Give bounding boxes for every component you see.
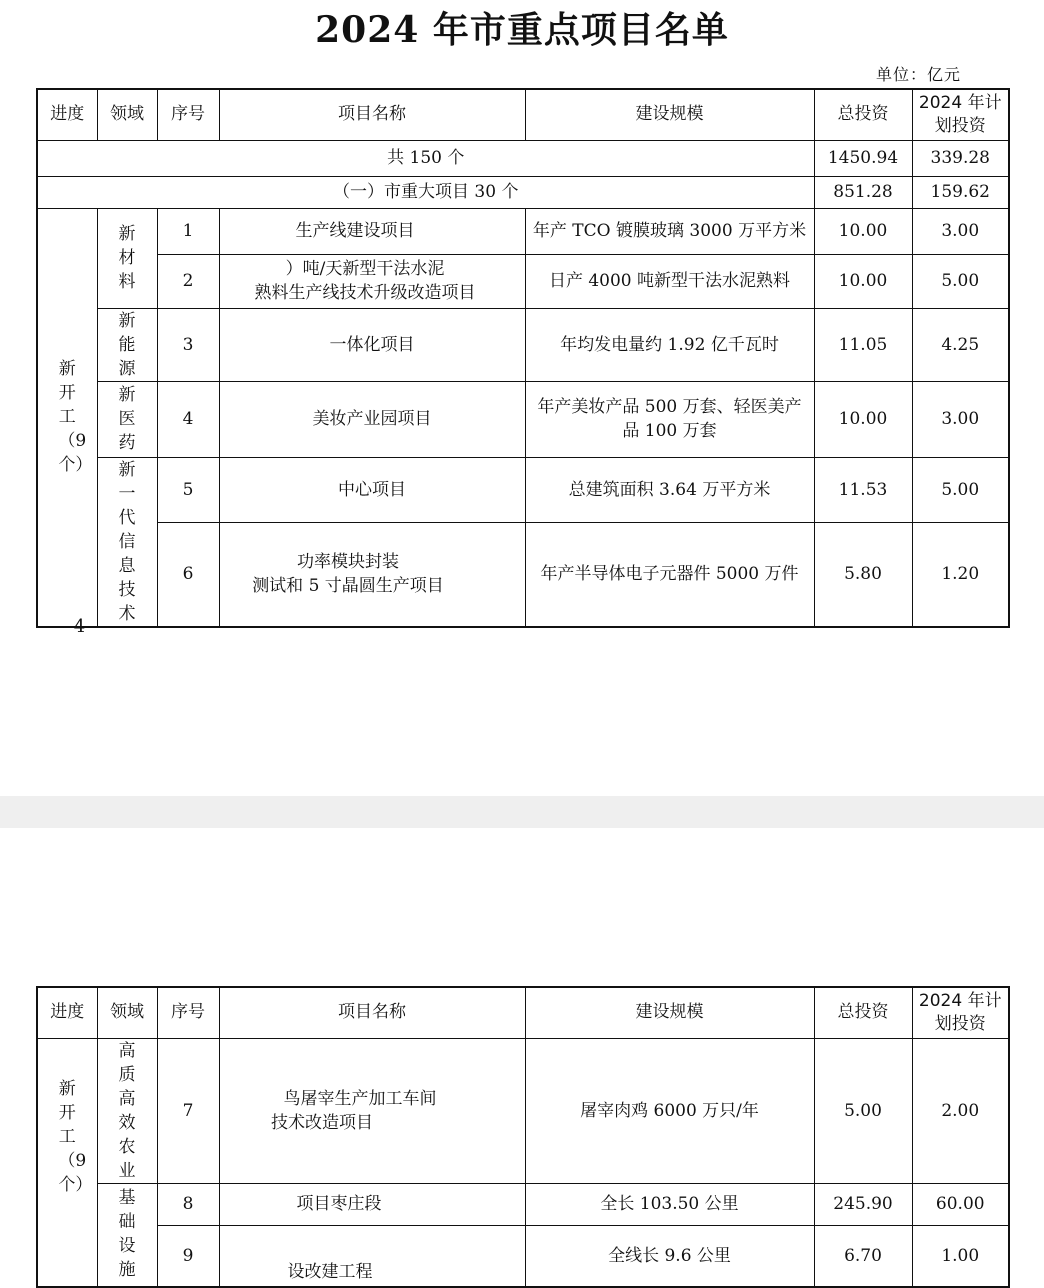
major-invest: 851.28 xyxy=(814,176,912,208)
page-separator xyxy=(0,796,1044,828)
major-row xyxy=(37,176,1009,208)
seq-cell: 6 xyxy=(157,523,219,627)
name-cell: ）吨/天新型干法水泥 熟料生产线技术升级改造项目 xyxy=(219,254,525,308)
header-progress: 进度 xyxy=(37,89,97,140)
total-plan: 339.28 xyxy=(912,140,1009,176)
total-cell: 5.80 xyxy=(814,523,912,627)
table-row xyxy=(37,308,1009,381)
seq-cell: 2 xyxy=(157,254,219,308)
name-cell: 美妆产业园项目 xyxy=(219,381,525,457)
header-field: 领域 xyxy=(97,987,157,1038)
name-cell: 中心项目 xyxy=(219,457,525,523)
table-row xyxy=(37,1038,1009,1183)
name-cell: 鸟屠宰生产加工车间 技术改造项目 xyxy=(219,1038,525,1183)
plan-cell: 5.00 xyxy=(912,457,1009,523)
total-row xyxy=(37,140,1009,176)
progress-cell: 新开工（9个） xyxy=(37,1038,97,1287)
total-cell: 10.00 xyxy=(814,208,912,254)
table-row xyxy=(37,1225,1009,1287)
plan-cell: 2.00 xyxy=(912,1038,1009,1183)
header-name: 项目名称 xyxy=(219,987,525,1038)
header-plan: 2024 年计划投资 xyxy=(912,987,1009,1038)
seq-cell: 1 xyxy=(157,208,219,254)
seq-cell: 9 xyxy=(157,1225,219,1287)
header-total: 总投资 xyxy=(814,89,912,140)
total-cell: 6.70 xyxy=(814,1225,912,1287)
name-cell: 一体化项目 xyxy=(219,308,525,381)
major-label: （一）市重大项目 30 个 xyxy=(37,176,814,208)
total-cell: 11.53 xyxy=(814,457,912,523)
total-cell: 11.05 xyxy=(814,308,912,381)
header-row xyxy=(37,89,1009,140)
project-table-page1 xyxy=(36,88,1010,628)
table-row xyxy=(37,254,1009,308)
field-cell: 新材料 xyxy=(97,208,157,308)
field-cell: 新医药 xyxy=(97,381,157,457)
total-invest: 1450.94 xyxy=(814,140,912,176)
project-table-page2 xyxy=(36,986,1010,1288)
page-title: 2024 年市重点项目名单 xyxy=(315,9,729,51)
name-cell: 设改建工程 xyxy=(219,1225,525,1287)
header-row xyxy=(37,987,1009,1038)
header-scale: 建设规模 xyxy=(525,89,814,140)
scale-cell: 全线长 9.6 公里 xyxy=(525,1225,814,1287)
scale-cell: 年产半导体电子元器件 5000 万件 xyxy=(525,523,814,627)
plan-cell: 3.00 xyxy=(912,381,1009,457)
total-label: 共 150 个 xyxy=(37,140,814,176)
scale-cell: 屠宰肉鸡 6000 万只/年 xyxy=(525,1038,814,1183)
header-scale: 建设规模 xyxy=(525,987,814,1038)
table-row xyxy=(37,208,1009,254)
progress-cell: 新开工（9个） xyxy=(37,208,97,627)
header-plan: 2024 年计划投资 xyxy=(912,89,1009,140)
table-row xyxy=(37,381,1009,457)
header-seq: 序号 xyxy=(157,89,219,140)
seq-cell: 4 xyxy=(157,381,219,457)
name-cell: 功率模块封装 测试和 5 寸晶圆生产项目 xyxy=(219,523,525,627)
unit-label: 单位：亿元 xyxy=(876,65,962,84)
header-name: 项目名称 xyxy=(219,89,525,140)
plan-cell: 3.00 xyxy=(912,208,1009,254)
scale-cell: 总建筑面积 3.64 万平方米 xyxy=(525,457,814,523)
seq-cell: 8 xyxy=(157,1183,219,1225)
total-cell: 10.00 xyxy=(814,254,912,308)
seq-cell: 3 xyxy=(157,308,219,381)
name-cell: 项目枣庄段 xyxy=(219,1183,525,1225)
scale-cell: 年均发电量约 1.92 亿千瓦时 xyxy=(525,308,814,381)
total-cell: 5.00 xyxy=(814,1038,912,1183)
seq-cell: 7 xyxy=(157,1038,219,1183)
plan-cell: 4.25 xyxy=(912,308,1009,381)
header-total: 总投资 xyxy=(814,987,912,1038)
total-cell: 245.90 xyxy=(814,1183,912,1225)
header-seq: 序号 xyxy=(157,987,219,1038)
field-cell: 新一代信息技术 xyxy=(97,457,157,627)
name-cell: 生产线建设项目 xyxy=(219,208,525,254)
plan-cell: 60.00 xyxy=(912,1183,1009,1225)
page-number: — 4 — xyxy=(46,616,115,637)
plan-cell: 5.00 xyxy=(912,254,1009,308)
total-cell: 10.00 xyxy=(814,381,912,457)
header-progress: 进度 xyxy=(37,987,97,1038)
scale-cell: 全长 103.50 公里 xyxy=(525,1183,814,1225)
plan-cell: 1.00 xyxy=(912,1225,1009,1287)
header-field: 领域 xyxy=(97,89,157,140)
table-row xyxy=(37,1183,1009,1225)
field-cell: 高质高效农业 xyxy=(97,1038,157,1183)
scale-cell: 年产美妆产品 500 万套、轻医美产 品 100 万套 xyxy=(525,381,814,457)
plan-cell: 1.20 xyxy=(912,523,1009,627)
scale-cell: 年产 TCO 镀膜玻璃 3000 万平方米 xyxy=(525,208,814,254)
field-cell: 基础设施 xyxy=(97,1183,157,1287)
field-cell: 新能源 xyxy=(97,308,157,381)
scale-cell: 日产 4000 吨新型干法水泥熟料 xyxy=(525,254,814,308)
table-row xyxy=(37,523,1009,627)
major-plan: 159.62 xyxy=(912,176,1009,208)
seq-cell: 5 xyxy=(157,457,219,523)
table-row xyxy=(37,457,1009,523)
